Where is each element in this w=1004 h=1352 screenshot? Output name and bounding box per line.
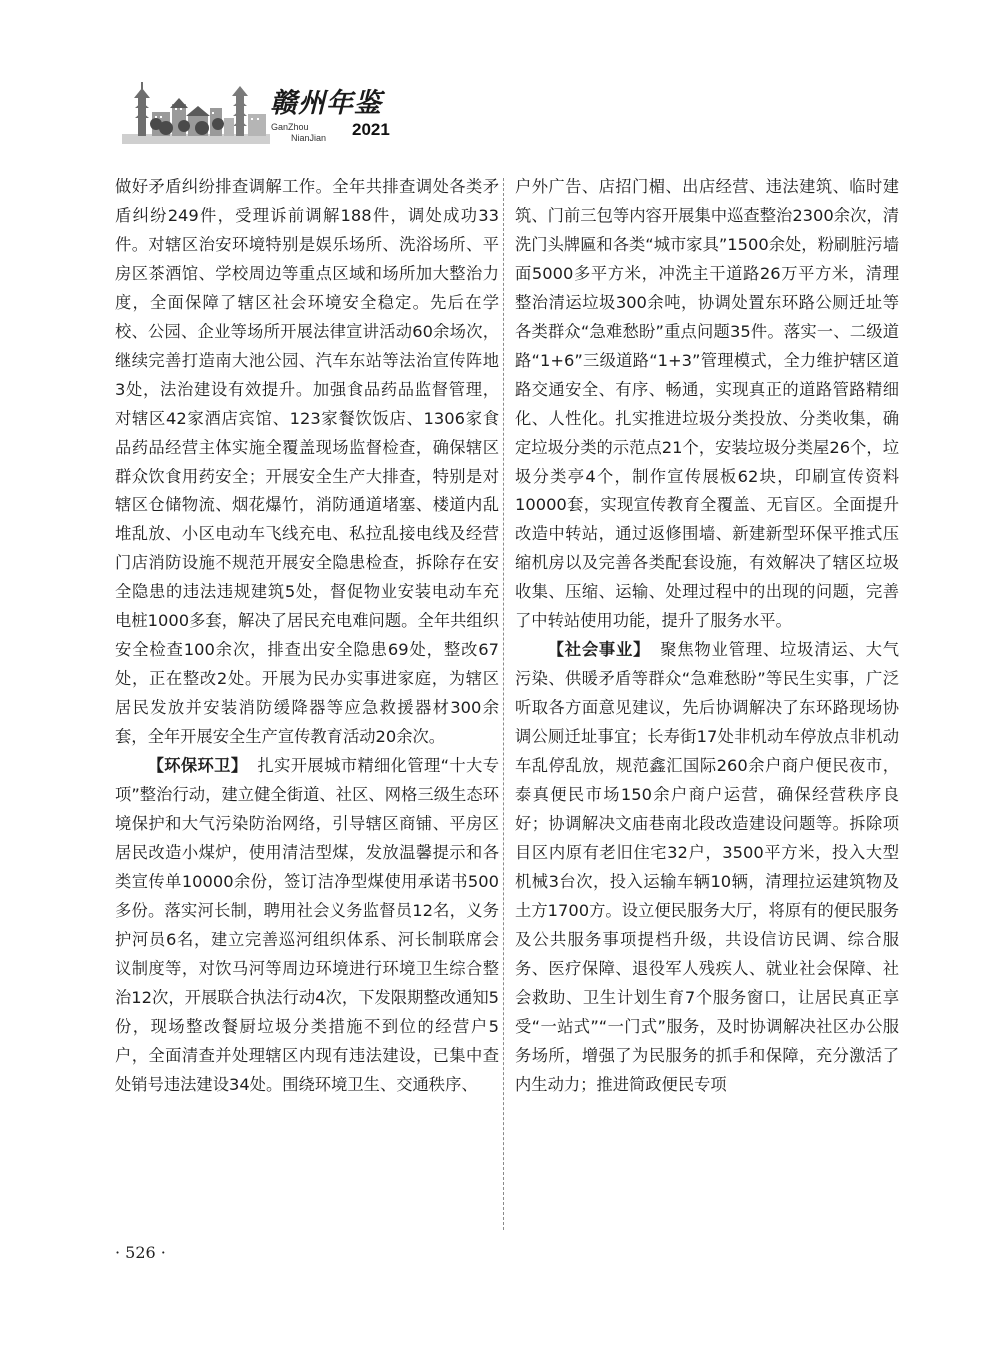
yearbook-year: 2021 [352, 120, 390, 139]
paragraph-public-safety: 做好矛盾纠纷排查调解工作。全年共排查调处各类矛盾纠纷249件，受理诉前调解188件，调处成功33件。对辖区治安环境特别是娱乐场所、洗浴场所、平房区茶酒馆、学校周边等重点区域和场所加大整治力度，全面保障了辖区社会环境安全稳定。先后在学校、公园、企业等场所开展法律宣讲活动60余场次，继续完善打造南大池公园、汽车东站等法治宣传阵地3处，法治建设有效提升。加强食品药品监督管理，对辖区42家酒店宾馆、123家餐饮饭店、1306家食品药品经营主体实施全覆盖现场监督检查，确保辖区群众饮食用药安全；开展安全生产大排查，特别是对辖区仓储物流、烟花爆竹，消防通道堵塞、楼道内乱堆乱放、小区电动车飞线充电、私拉乱接电线及经营门店消防设施不规范开展安全隐患检查，拆除存在安全隐患的违法违规建筑5处，督促物业安装电动车充电桩1000多套，解决了居民充电难问题。全年共组织安全检查100余次，排查出安全隐患69处，整改67处，正在整改2处。开展为民办实事进家庭，为辖区居民发放并安装消防缓降器等应急救援器材300余套，全年开展安全生产宣传教育活动20余次。 [115, 177, 499, 747]
section-heading-social-affairs: 【社会事业】 [547, 640, 651, 660]
paragraph-environment-continued: 户外广告、店招门楣、出店经营、违法建筑、临时建筑、门前三包等内容开展集中巡查整治2300余次，清洗门头牌匾和各类“城市家具”1500余处，粉刷脏污墙面5000多平方米，冲洗主干道路26万平方米，清理整治清运垃圾300余吨，协调处置东环路公厕迁址等各类群众“急难愁盼”重点问题35件。落实一、二级道路“1+6”三级道路“1+3”管理模式，全力维护辖区道路交通安全、有序、畅通，实现真正的道路管路精细化、人性化。扎实推进垃圾分类投放、分类收集，确定垃圾分类的示范点21个，安装垃圾分类屋26个，垃圾分类亭4个，制作宣传展板62块，印刷宣传资料10000套，实现宣传教育全覆盖、无盲区。全面提升改造中转站，通过返修围墙、新建新型环保平推式压缩机房以及完善各类配套设施，有效解决了辖区垃圾收集、压缩、运输、处理过程中的出现的问题，完善了中转站使用功能，提升了服务水平。 [515, 177, 899, 631]
paragraph-environment [115, 752, 499, 1099]
subtitle-line-1: GanZhou [271, 122, 309, 132]
column-divider [503, 178, 504, 1230]
left-column [115, 173, 499, 1100]
right-column [515, 173, 899, 1100]
paragraph-environment-text: 扎实开展城市精细化管理“十大专项”整治行动，建立健全街道、社区、网格三级生态环境保护和大气污染防治网络，引导辖区商铺、平房区居民改造小煤炉，使用清洁型煤，发放温馨提示和各类宣传单10000余份，签订洁净型煤使用承诺书500多份。落实河长制，聘用社会义务监督员12名，义务护河员6名，建立完善巡河组织体系、河长制联席会议制度等，对饮马河等周边环境进行环境卫生综合整治12次，开展联合执法行动4次，下发限期整改通知5份，现场整改餐厨垃圾分类措施不到位的经营户5户，全面清查并处理辖区内现有违法建设，已集中查处销号违法建设34处。围绕环境卫生、交通秩序、 [115, 756, 499, 1094]
paragraph-social-affairs-text: 聚焦物业管理、垃圾清运、大气污染、供暖矛盾等群众“急难愁盼”等民生实事，广泛听取各方面意见建议，先后协调解决了东环路现场协调公厕迁址事宜；长寿街17处非机动车停放点非机动车乱停乱放，规范鑫汇国际260余户商户便民夜市，泰真便民市场150余户商户运营，确保经营秩序良好；协调解决文庙巷南北段改造建设问题等。拆除项目区内原有老旧住宅32户，3500平方米，投入大型机械3台次，投入运输车辆10辆，清理拉运建筑物及土方1700方。设立便民服务大厅，将原有的便民服务及公共服务事项提档升级，共设信访民调、综合服务、医疗保障、退役军人残疾人、就业社会保障、社会救助、卫生计划生育7个服务窗口，让居民真正享受“一站式”“一门式”服务，及时协调解决社区办公服务场所，增强了为民服务的抓手和保障，充分激活了内生动力；推进简政便民专项 [515, 640, 899, 1094]
page-number: · 526 · [115, 1243, 166, 1262]
paragraph-social-affairs [515, 636, 899, 1099]
city-skyline-illustration [122, 78, 270, 144]
subtitle-line-2: NianJian [291, 133, 327, 143]
yearbook-subtitle [271, 122, 326, 144]
section-heading-environment: 【环保环卫】 [147, 756, 248, 776]
yearbook-title: 赣州年鉴 [270, 88, 382, 119]
